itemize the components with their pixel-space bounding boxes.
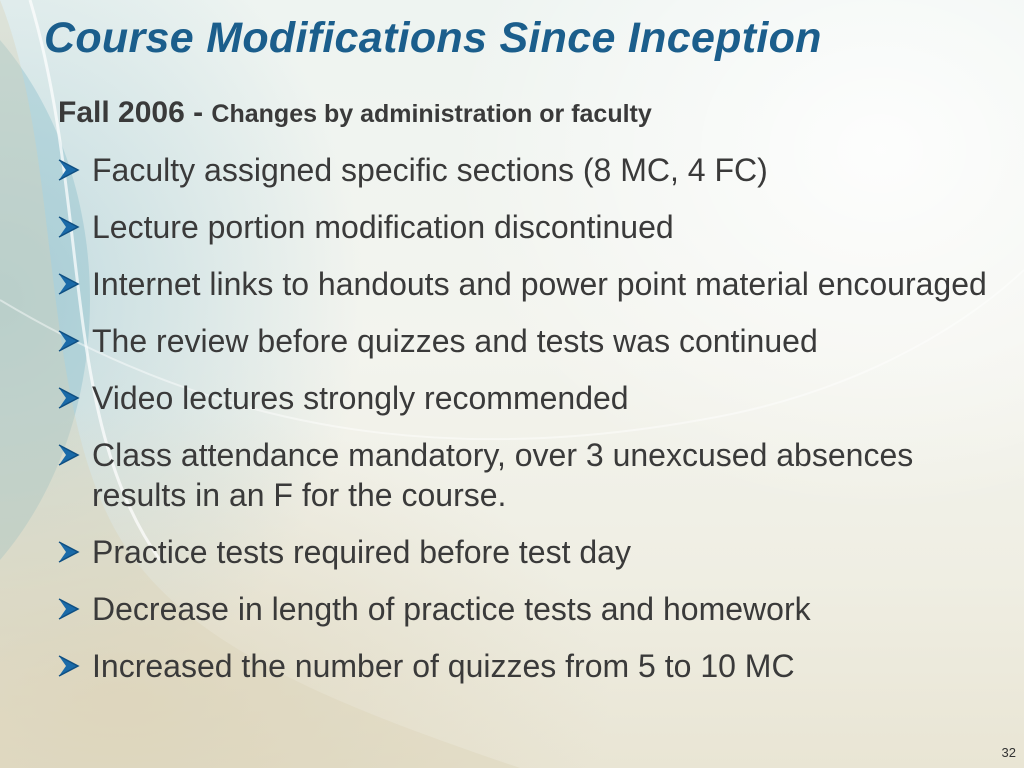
bullet-item	[56, 532, 1006, 572]
bullet-text: Decrease in length of practice tests and homework	[92, 591, 811, 627]
bullet-item	[56, 589, 1006, 629]
bullet-text: Class attendance mandatory, over 3 unexcused absences results in an F for the course.	[92, 437, 914, 513]
arrow-bullet-icon	[56, 441, 86, 469]
arrow-bullet-icon	[56, 327, 86, 355]
section-subheading	[58, 96, 652, 130]
slide-title: Course Modifications Since Inception	[44, 14, 822, 62]
bullet-item	[56, 435, 1006, 515]
bullet-text: Video lectures strongly recommended	[92, 380, 629, 416]
subheading-term: Fall 2006 -	[58, 96, 212, 129]
bullet-text: Practice tests required before test day	[92, 534, 631, 570]
bullet-item	[56, 646, 1006, 686]
subheading-description: Changes by administration or faculty	[211, 100, 652, 128]
bullet-item	[56, 264, 1006, 304]
bullet-item	[56, 378, 1006, 418]
bullet-text: Lecture portion modification discontinued	[92, 209, 674, 245]
bullet-item	[56, 207, 1006, 247]
bullet-text: Internet links to handouts and power point material encouraged	[92, 266, 987, 302]
arrow-bullet-icon	[56, 652, 86, 680]
arrow-bullet-icon	[56, 156, 86, 184]
arrow-bullet-icon	[56, 213, 86, 241]
bullet-text: Faculty assigned specific sections (8 MC, 4 FC)	[92, 152, 768, 188]
arrow-bullet-icon	[56, 595, 86, 623]
arrow-bullet-icon	[56, 270, 86, 298]
bullet-list	[56, 150, 1006, 703]
bullet-text: The review before quizzes and tests was continued	[92, 323, 818, 359]
arrow-bullet-icon	[56, 538, 86, 566]
arrow-bullet-icon	[56, 384, 86, 412]
bullet-text: Increased the number of quizzes from 5 to 10 MC	[92, 648, 795, 684]
slide-number: 32	[1001, 745, 1016, 760]
bullet-item	[56, 150, 1006, 190]
bullet-item	[56, 321, 1006, 361]
